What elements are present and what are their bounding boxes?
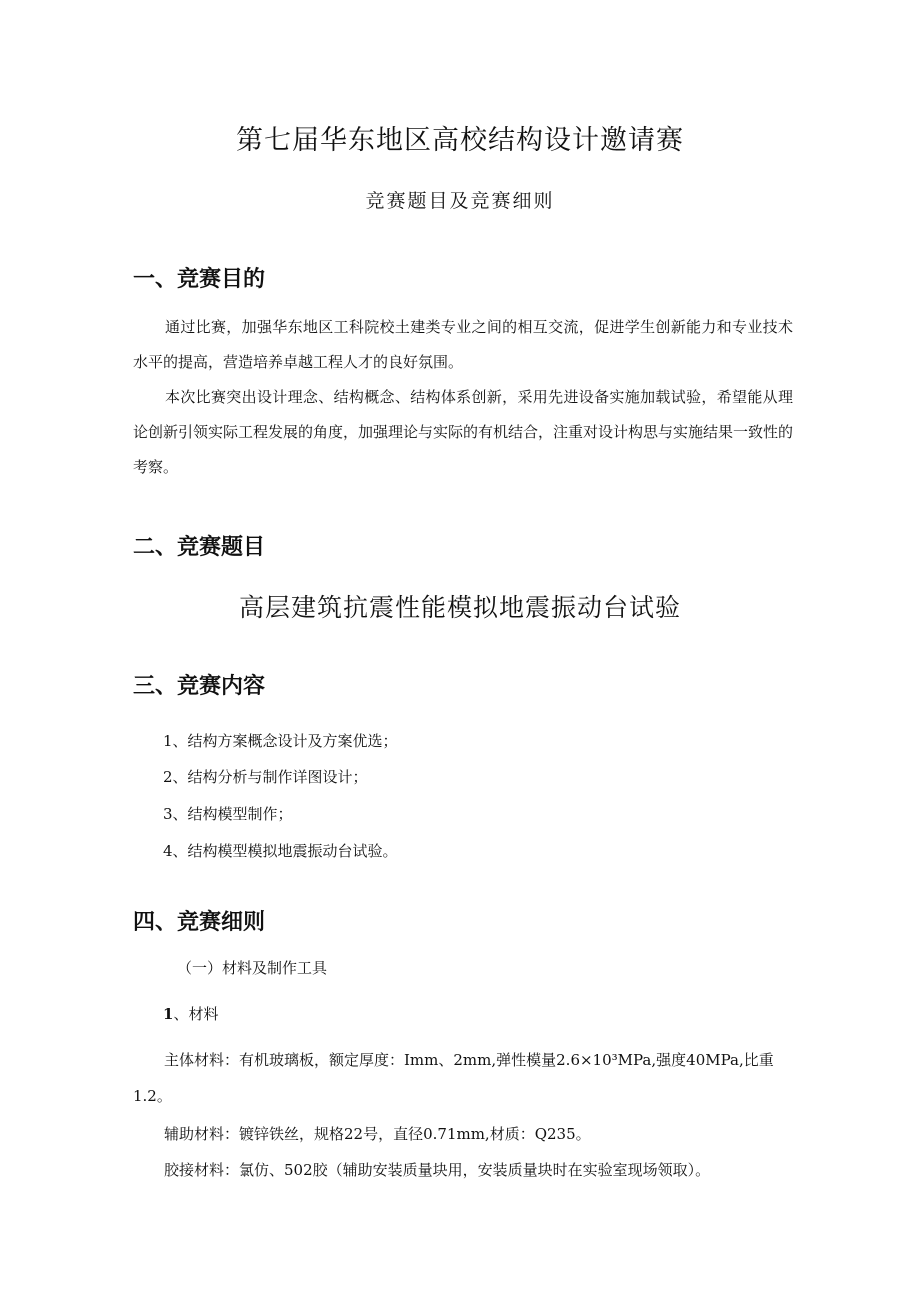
item-label: 、材料 [173,1005,219,1023]
material-line: 胶接材料：氯仿、502胶（辅助安装质量块用，安装质量块时在实验室现场领取）。 [164,1161,711,1179]
section-heading-purpose: 一、竞赛目的 [133,267,266,292]
document-subtitle: 竞赛题目及竞赛细则 [365,190,555,212]
section-heading-content: 三、竞赛内容 [133,674,266,699]
item-heading [163,1003,218,1024]
item-number: 1 [163,1005,174,1023]
material-line: 辅助材料：镀锌铁丝，规格22号，直径0.71mm,材质：Q235。 [164,1125,591,1143]
competition-topic: 高层建筑抗震性能模拟地震振动台试验 [238,593,681,622]
document-title: 第七届华东地区高校结构设计邀请赛 [236,125,684,156]
list-item: 4、结构模型模拟地震振动台试验。 [163,842,398,860]
sub-heading: （一）材料及制作工具 [177,959,328,977]
material-line: 主体材料：有机玻璃板，额定厚度：Imm、2mm,弹性模量2.6×10³MPa,强度40MPa,比重1.2。 [133,1051,774,1105]
list-item: 3、结构模型制作； [163,805,293,823]
section-heading-rules: 四、竞赛细则 [133,910,266,935]
list-item: 1、结构方案概念设计及方案优选； [163,732,398,750]
paragraph: 通过比赛，加强华东地区工科院校土建类专业之间的相互交流，促进学生创新能力和专业技术水平的提高，营造培养卓越工程人才的良好氛围。 [133,318,793,371]
section-heading-topic: 二、竞赛题目 [133,535,266,560]
paragraph: 本次比赛突出设计理念、结构概念、结构体系创新，采用先进设备实施加载试验，希望能从理论创新引领实际工程发展的角度，加强理论与实际的有机结合，注重对设计构思与实施结果一致性的考察。 [133,388,794,476]
list-item: 2、结构分析与制作详图设计； [163,768,368,786]
